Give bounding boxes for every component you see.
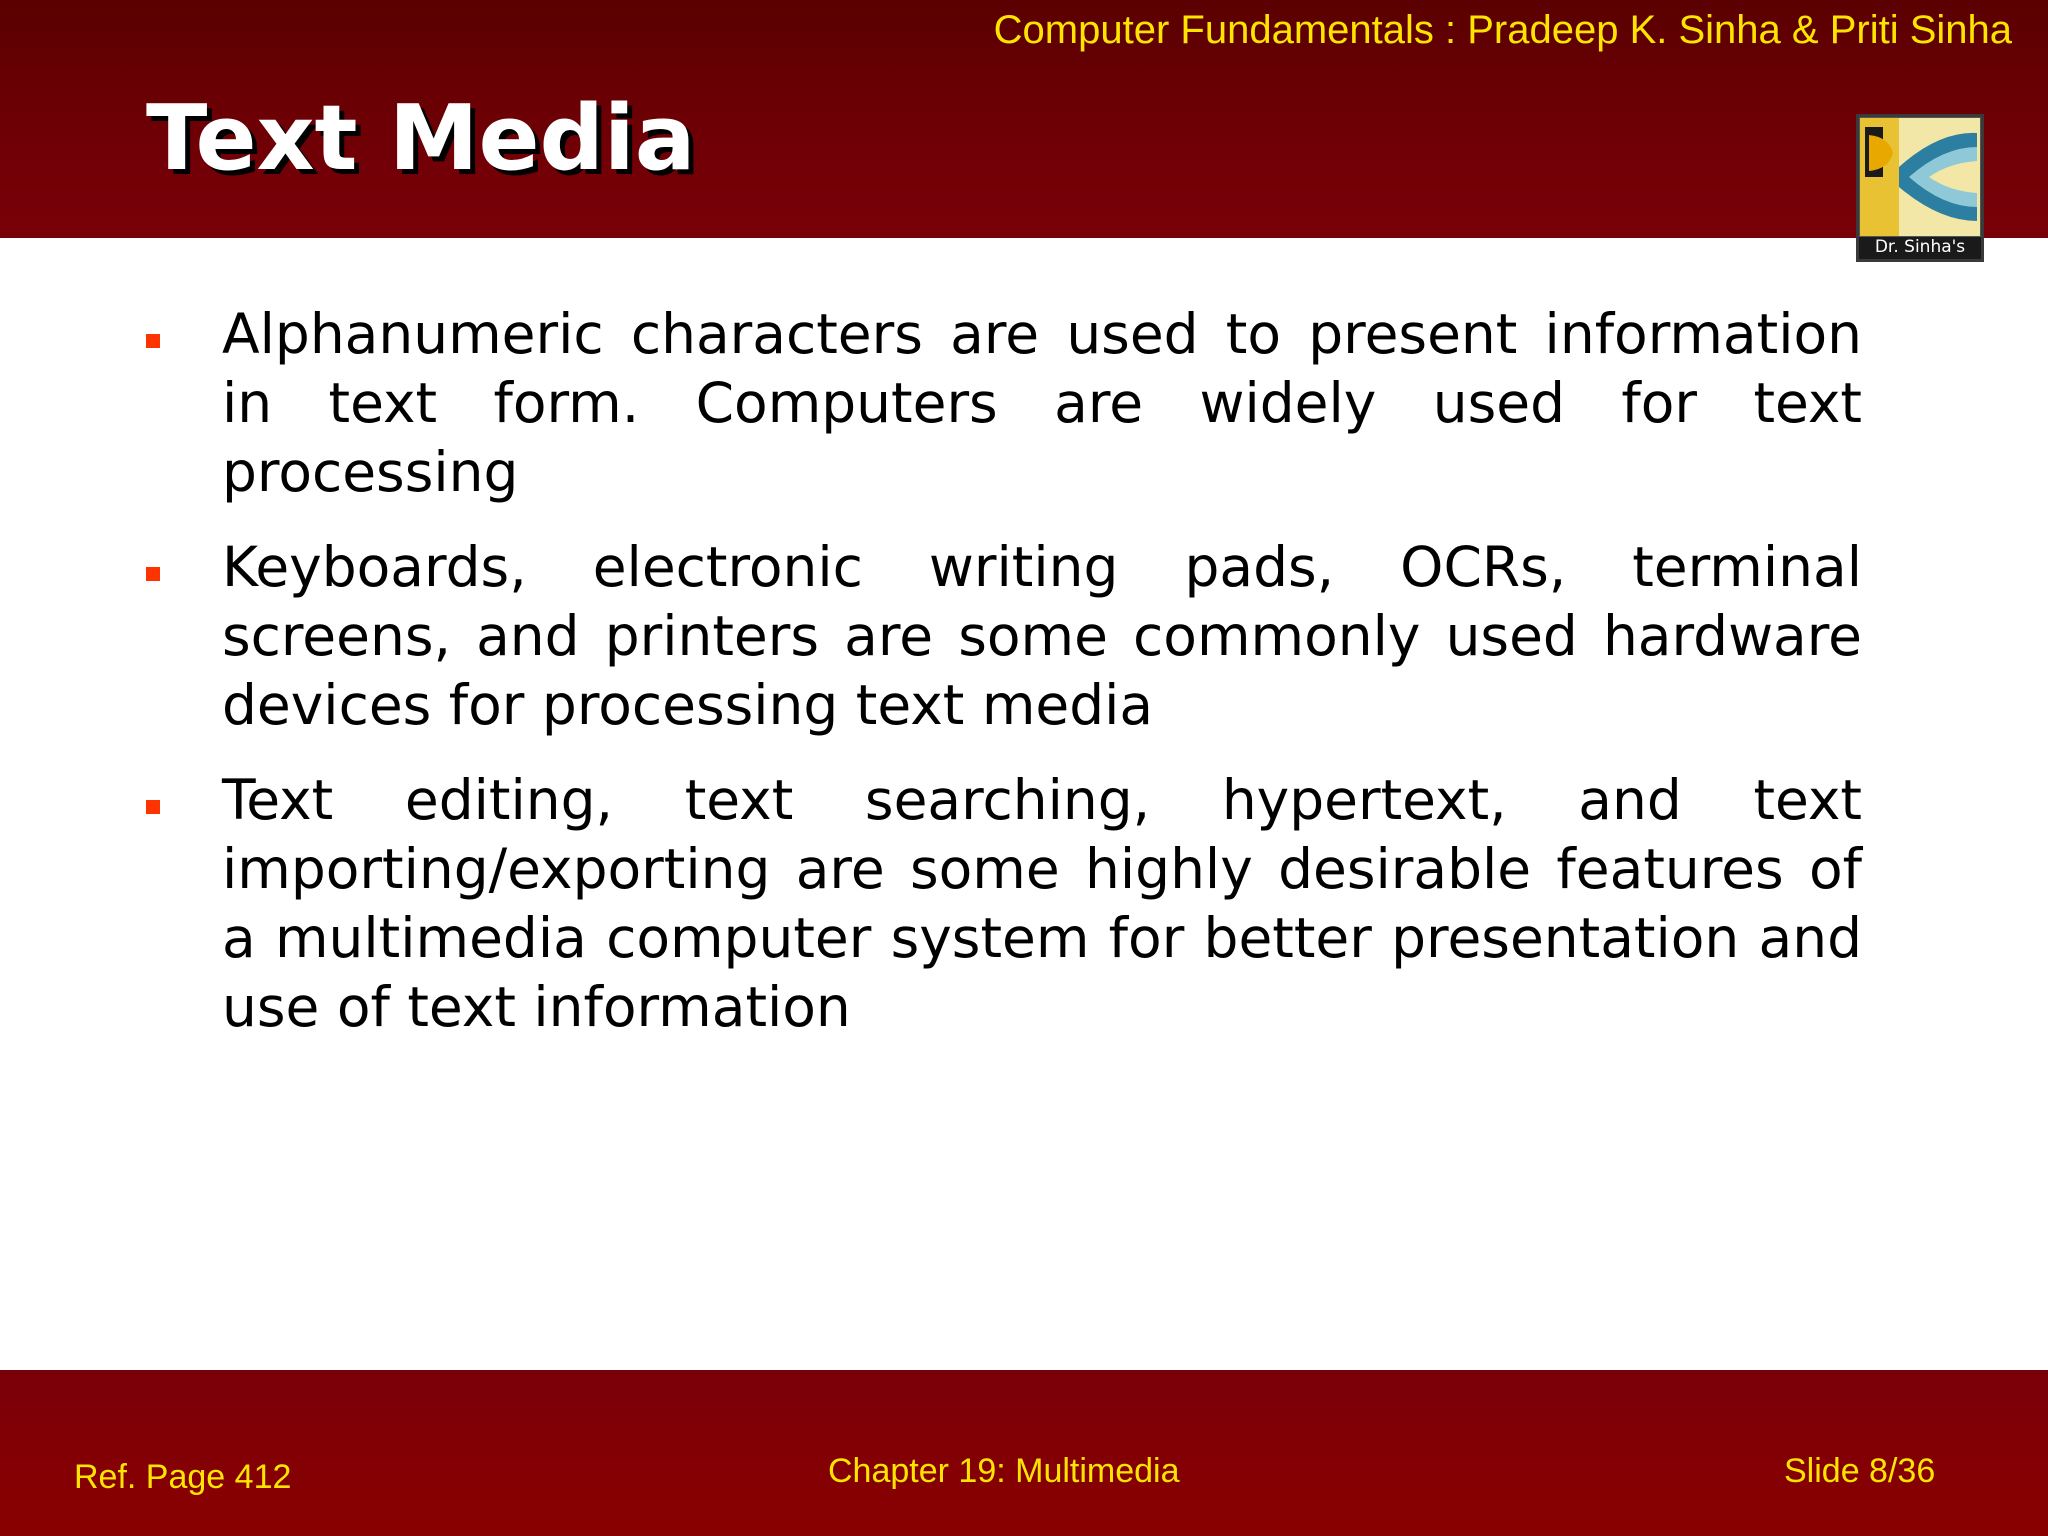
slide-header	[0, 0, 2048, 238]
slide-content	[146, 300, 1862, 1068]
bullet-item	[146, 300, 1862, 507]
bullet-square-icon	[146, 334, 160, 348]
logo-label: Dr. Sinha's	[1874, 237, 1966, 257]
bullet-square-icon	[146, 567, 160, 581]
slide-footer	[0, 1370, 2048, 1536]
bullet-square-icon	[146, 800, 160, 814]
bullet-text: Keyboards, electronic writing pads, OCRs, terminal screens, and printers are some commonly used hardware devices for processing text media	[222, 535, 1862, 737]
slide-title: Text Media	[146, 86, 696, 191]
bullet-item	[146, 766, 1862, 1042]
author-logo	[1856, 114, 1984, 262]
logo-emblem-icon	[1859, 117, 1981, 237]
bullet-text: Alphanumeric characters are used to present information in text form. Computers are widely used for text processing	[222, 302, 1862, 504]
chapter-title: Chapter 19: Multimedia	[828, 1452, 1180, 1490]
bullet-text: Text editing, text searching, hypertext, and text importing/exporting are some highly desirable features of a multimedia computer system for better presentation and use of text information	[222, 768, 1862, 1039]
slide-number: Slide 8/36	[1784, 1452, 1936, 1490]
bullet-item	[146, 533, 1862, 740]
book-credit: Computer Fundamentals : Pradeep K. Sinha & Priti Sinha	[993, 8, 2012, 52]
ref-page: Ref. Page 412	[74, 1458, 292, 1496]
